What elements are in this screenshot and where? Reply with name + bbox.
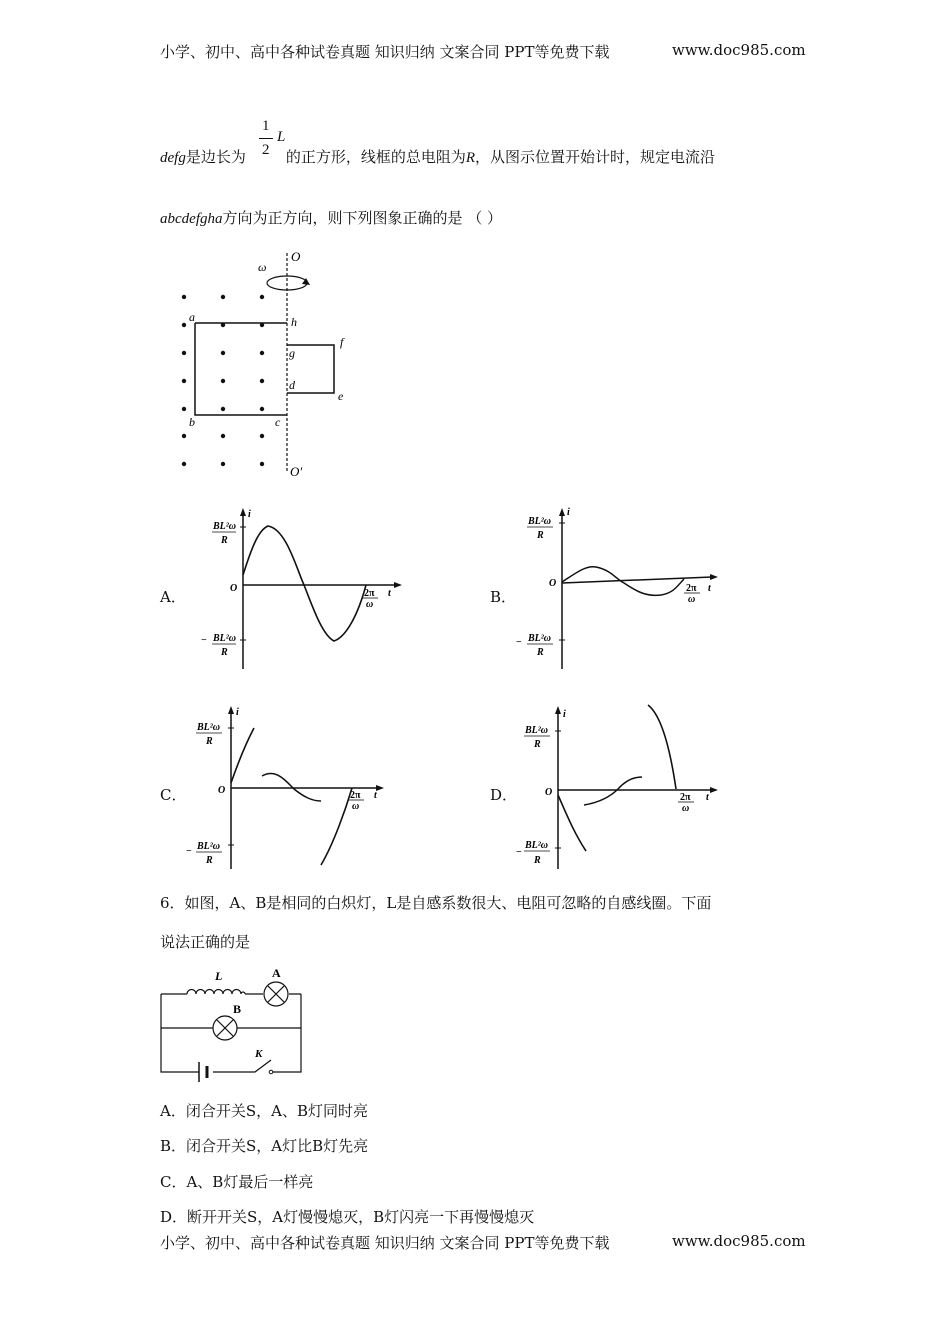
q6-option-b: B．闭合开关S，A灯比B灯先亮 [160, 1137, 369, 1155]
graph-c-omega: ω [352, 801, 360, 812]
graph-b-bot-den: R [537, 647, 544, 658]
graph-d-bot-den: R [534, 855, 541, 866]
inductor-coil [187, 990, 245, 995]
graph-b-2pi: 2π [686, 583, 697, 594]
graph-c [186, 703, 396, 873]
q6-option-c: C．A、B灯最后一样亮 [160, 1173, 314, 1191]
graph-d-omega: ω [682, 803, 690, 814]
q6-option-a: A．闭合开关S，A、B灯同时亮 [160, 1102, 368, 1120]
label-a: a [189, 310, 195, 324]
q5-line1-c: ，从图示位置开始计时，规定电流沿 [475, 148, 716, 166]
q5-frac-den: 2 [262, 142, 270, 158]
graph-d-2pi: 2π [680, 792, 691, 803]
graph-b-origin: O [549, 578, 557, 589]
graph-b-t-label: t [708, 583, 711, 594]
graph-c-curve-3 [321, 788, 352, 865]
q5-frac-var: L [277, 129, 286, 145]
graph-c-curve-2 [262, 773, 321, 801]
graph-d-neg: − [516, 847, 522, 858]
label-g: g [289, 346, 295, 360]
graph-d-curve-3 [648, 705, 676, 789]
graph-a-i-label: i [248, 509, 251, 520]
label-O: O [291, 249, 301, 264]
graph-c-top-num: BL²ω [197, 722, 221, 733]
label-K: K [255, 1048, 263, 1060]
q5-magnetic-field-figure [170, 245, 370, 485]
header-url: www.doc985.com [672, 41, 806, 59]
label-O-prime: O′ [290, 464, 303, 479]
q6-stem-line2: 说法正确的是 [160, 933, 251, 951]
q5-var-R: R [465, 150, 476, 166]
graph-d-top-num: BL²ω [525, 725, 549, 736]
graph-d-origin: O [545, 787, 553, 798]
graph-c-2pi: 2π [350, 790, 361, 801]
graph-c-curve-1 [231, 728, 254, 783]
q5-frac-num: 1 [262, 118, 270, 134]
q5-option-c-label: C． [160, 786, 187, 804]
q5-option-d-label: D． [490, 786, 518, 804]
graph-c-top-den: R [206, 736, 213, 747]
q5-var-abcdefgha: abcdefgha [160, 211, 223, 227]
label-f: f [340, 335, 344, 349]
graph-a-origin: O [230, 583, 238, 594]
q5-line1-b: 的正方形，线框的总电阻为 [285, 148, 466, 166]
q5-frac-bar [259, 138, 273, 139]
footer-left-text: 小学、初中、高中各种试卷真题 知识归纳 文案合同 PPT等免费下载 [160, 1234, 610, 1252]
graph-c-neg: − [186, 846, 192, 857]
graph-a-omega: ω [366, 599, 374, 610]
graph-d-top-den: R [534, 739, 541, 750]
q5-line1 [160, 146, 715, 167]
graph-d-i-label: i [563, 709, 566, 720]
q6-option-d: D．断开开关S，A灯慢慢熄灭，B灯闪亮一下再慢慢熄灭 [160, 1208, 535, 1226]
graph-c-origin: O [218, 785, 226, 796]
graph-a-top-den: R [221, 535, 228, 546]
label-A: A [272, 966, 281, 980]
graph-b [516, 505, 726, 673]
label-L: L [215, 969, 223, 983]
label-d: d [289, 378, 295, 392]
graph-a-curve [243, 526, 366, 641]
graph-a-2pi: 2π [364, 588, 375, 599]
graph-d-t-label: t [706, 792, 709, 803]
q5-line2 [160, 207, 502, 228]
graph-c-t-label: t [374, 790, 377, 801]
graph-c-i-label: i [236, 707, 239, 718]
label-omega: ω [258, 260, 267, 274]
graph-d-curve-1 [558, 795, 586, 851]
label-e: e [338, 389, 344, 403]
q6-circuit-diagram [155, 962, 315, 1087]
graph-c-bot-num: BL²ω [197, 841, 221, 852]
graph-b-neg: − [516, 637, 522, 648]
q5-option-a-label: A． [160, 588, 186, 606]
label-c: c [275, 415, 281, 429]
graph-c-bot-den: R [206, 855, 213, 866]
graph-b-i-label: i [567, 507, 570, 518]
big-square-frame [195, 323, 287, 415]
graph-b-top-num: BL²ω [528, 516, 552, 527]
label-b: b [189, 415, 195, 429]
label-B: B [233, 1002, 242, 1016]
graph-a [196, 505, 411, 673]
q5-line1-a: 是边长为 [185, 148, 246, 166]
graph-b-top-den: R [537, 530, 544, 541]
graph-a-neg: − [201, 635, 207, 646]
label-h: h [291, 315, 297, 329]
switch-k [269, 1070, 273, 1074]
graph-a-top-num: BL²ω [213, 521, 237, 532]
q5-var-defg: defg [160, 150, 186, 166]
graph-d-bot-num: BL²ω [525, 840, 549, 851]
footer-url: www.doc985.com [672, 1232, 806, 1250]
graph-d-curve-2 [584, 777, 642, 805]
graph-a-t-label: t [388, 588, 391, 599]
graph-b-bot-num: BL²ω [528, 633, 552, 644]
graph-b-omega: ω [688, 594, 696, 605]
graph-a-bot-num: BL²ω [213, 633, 237, 644]
q5-line2-a: 方向为正方向，则下列图象正确的是 （ ） [222, 209, 503, 227]
q5-option-b-label: B． [490, 588, 517, 606]
graph-a-bot-den: R [221, 647, 228, 658]
header-left-text: 小学、初中、高中各种试卷真题 知识归纳 文案合同 PPT等免费下载 [160, 43, 610, 61]
graph-d [516, 703, 726, 873]
q6-stem-line1: 6．如图，A、B是相同的白炽灯，L是自感系数很大、电阻可忽略的自感线圈。下面 [160, 894, 712, 912]
